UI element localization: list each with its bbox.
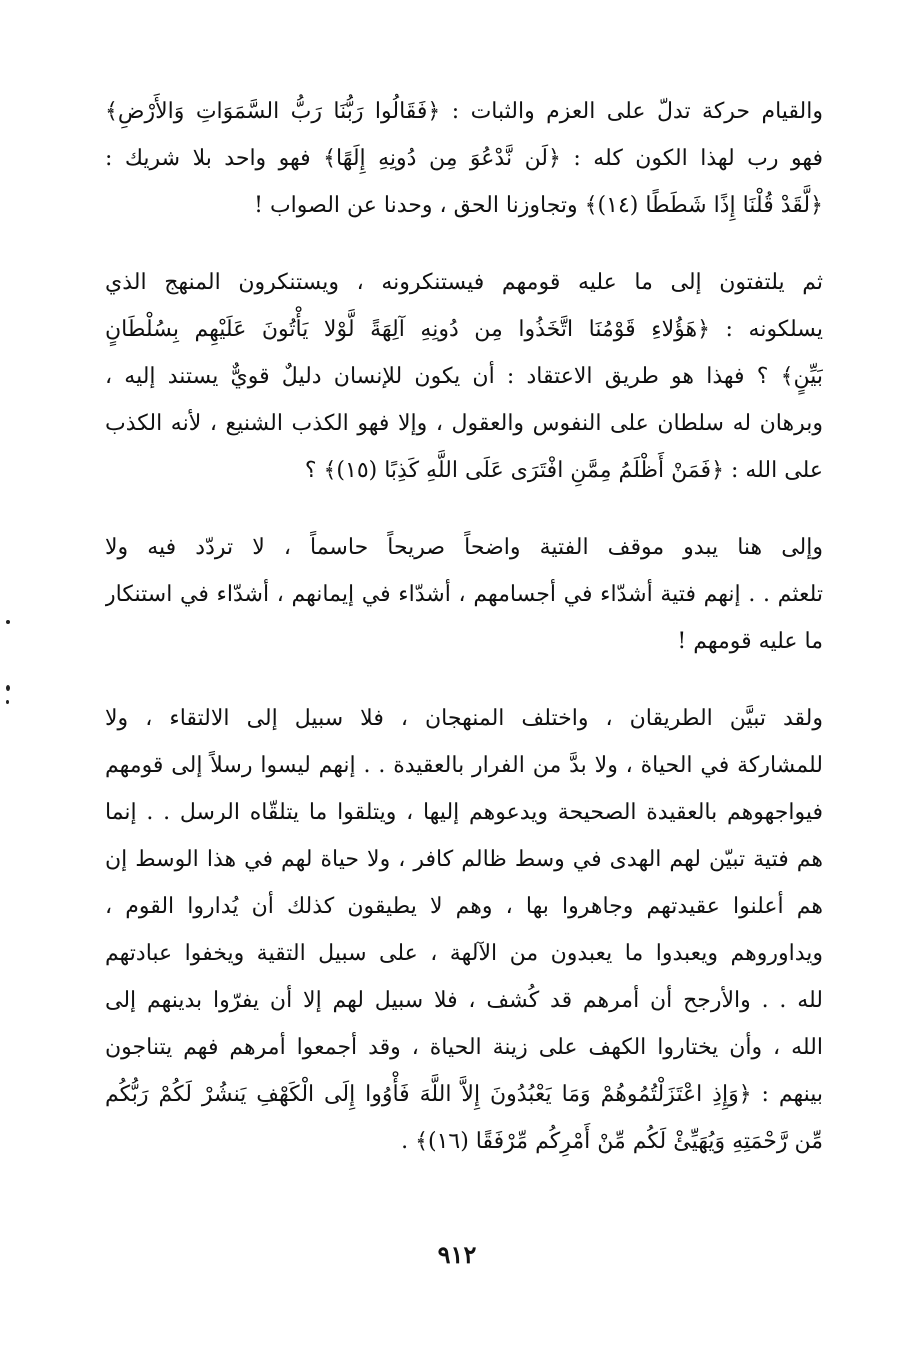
text-line: بينهم : ﴿وَإِذِ اعْتَزَلْتُمُوهُمْ وَمَا يَعْبُدُونَ إِلاَّ اللَّهَ فَأْوُوا إِلَى الْكَهْفِ يَنشُرْ لَكُمْ رَبُّكُم (105, 1082, 823, 1107)
paragraph-1 (105, 88, 823, 229)
text-line: مِّن رَّحْمَتِهِ وَيُهَيِّئْ لَكُم مِّنْ أَمْرِكُم مِّرْفَقًا (١٦)﴾ . (401, 1129, 823, 1154)
scan-speck (6, 685, 10, 691)
text-line: هم فتية تبيّن لهم الهدى في وسط ظالم كافر ، ولا حياة لهم في هذا الوسط إن (105, 847, 823, 872)
page-number: ٩١٢ (437, 1240, 477, 1269)
paragraph-3 (105, 524, 823, 665)
text-line: ﴿لَّقَدْ قُلْنَا إِذًا شَطَطًا (١٤)﴾ وتجاوزنا الحق ، وحدنا عن الصواب ! (254, 193, 823, 218)
text-line: فيواجهوهم بالعقيدة الصحيحة ويدعوهم إليها ، ويتلقوا ما يتلقّاه الرسل . . إنما (105, 800, 823, 825)
text-line: ما عليه قومهم ! (677, 629, 823, 654)
text-line: ويداوروهم ويعبدوا ما يعبدون من الآلهة ، على سبيل التقية ويخفوا عبادتهم (105, 941, 823, 966)
scan-speck (6, 700, 9, 704)
text-line: ثم يلتفتون إلى ما عليه قومهم فيستنكرونه ، ويستنكرون المنهج الذي (105, 270, 823, 295)
text-line: ولقد تبيَّن الطريقان ، واختلف المنهجان ، فلا سبيل إلى الالتقاء ، ولا (105, 706, 823, 731)
paragraph-2 (105, 259, 823, 494)
text-line: للمشاركة في الحياة ، ولا بدَّ من الفرار بالعقيدة . . إنهم ليسوا رسلاً إلى قومهم (105, 753, 823, 778)
text-line: والقيام حركة تدلّ على العزم والثبات : ﴿فَقَالُوا رَبُّنَا رَبُّ السَّمَوَاتِ وَالأَرْضِ﴾ (105, 99, 823, 124)
text-line: تلعثم . . إنهم فتية أشدّاء في أجسامهم ، أشدّاء في إيمانهم ، أشدّاء في استنكار (105, 582, 823, 607)
paragraph-4 (105, 695, 823, 1165)
text-line: الله ، وأن يختاروا الكهف على زينة الحياة ، وقد أجمعوا أمرهم فهم يتناجون (105, 1035, 823, 1060)
text-line: وبرهان له سلطان على النفوس والعقول ، وإلا فهو الكذب الشنيع ، لأنه الكذب (105, 411, 823, 436)
text-line: بَيِّنٍ﴾ ؟ فهذا هو طريق الاعتقاد : أن يكون للإنسان دليلٌ قويٌّ يستند إليه ، (105, 364, 823, 389)
text-line: وإلى هنا يبدو موقف الفتية واضحاً صريحاً حاسماً ، لا تردّد فيه ولا (105, 535, 823, 560)
text-line: على الله : ﴿فَمَنْ أَظْلَمُ مِمَّنِ افْتَرَى عَلَى اللَّهِ كَذِبًا (١٥)﴾ ؟ (304, 458, 823, 483)
text-line: هم أعلنوا عقيدتهم وجاهروا بها ، وهم لا يطيقون كذلك أن يُداروا القوم ، (105, 894, 823, 919)
text-line: لله . . والأرجح أن أمرهم قد كُشف ، فلا سبيل لهم إلا أن يفرّوا بدينهم إلى (105, 988, 823, 1013)
scan-speck (6, 620, 10, 624)
text-line: يسلكونه : ﴿هَؤُلاءِ قَوْمُنَا اتَّخَذُوا مِن دُونِهِ آلِهَةً لَّوْلا يَأْتُونَ عَلَيْهِم بِسُلْطَانٍ (105, 317, 823, 342)
text-line: فهو رب لهذا الكون كله : ﴿لَن نَّدْعُوَ مِن دُونِهِ إِلَهًا﴾ فهو واحد بلا شريك : (105, 146, 823, 171)
page-body (105, 88, 823, 1195)
